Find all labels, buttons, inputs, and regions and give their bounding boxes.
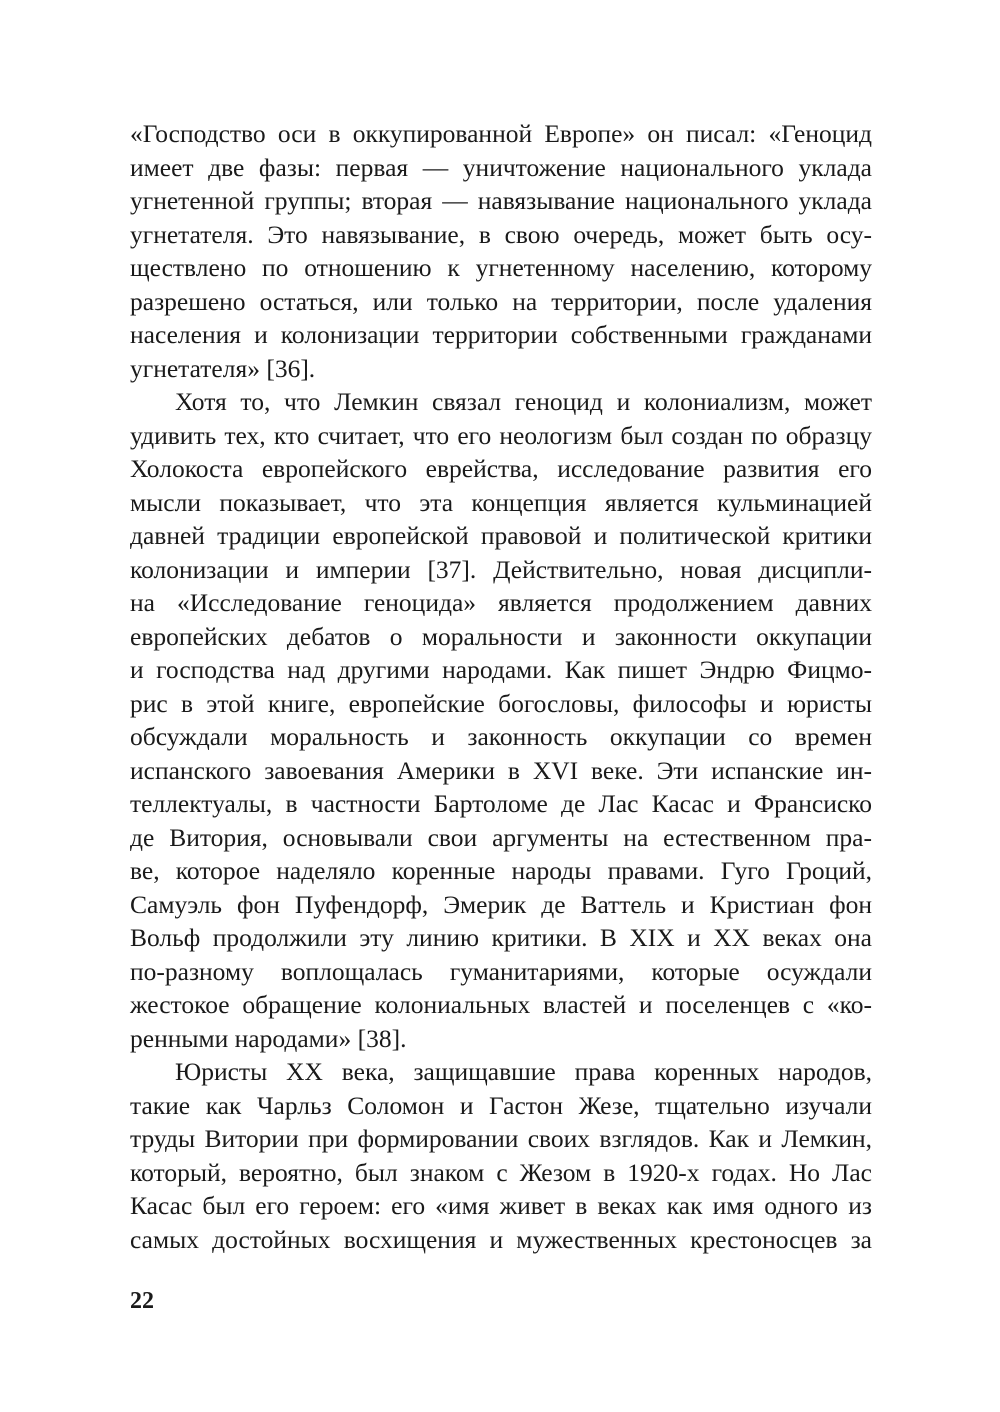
text-line: населения и колонизации территории собственными гражданами [130, 320, 872, 349]
text-line: Юристы XX века, защищавшие права коренных народов, [175, 1057, 872, 1086]
text-line: давней традиции европейской правовой и политической критики [130, 521, 872, 550]
text-line: удивить тех, кто считает, что его неологизм был создан по образцу [130, 420, 872, 450]
text-line: труды Витории при формировании своих взглядов. Как и Лемкин, [130, 1124, 872, 1153]
paragraph-1 [130, 117, 872, 385]
text-line: де Витория, основывали свои аргументы на естественном пра- [130, 822, 872, 852]
text-line: Вольф продолжили эту линию критики. В XIX и XX веках она [130, 923, 872, 952]
text-line: мысли показывает, что эта концепция является кульминацией [130, 487, 872, 517]
text-line: угнетателя. Это навязывание, в свою очередь, может быть осу- [130, 219, 872, 249]
text-line: рис в этой книге, европейские богословы, философы и юристы [130, 688, 872, 718]
text-line: теллектуалы, в частности Бартоломе де Лас Касас и Франсиско [130, 789, 872, 818]
text-line: разрешено остаться, или только на территории, после удаления [130, 286, 872, 316]
paragraph-2 [130, 385, 872, 1055]
text-line: ве, которое наделяло коренные народы правами. Гуго Гроций, [130, 856, 872, 885]
text-line: угнетателя» [36]. [130, 353, 316, 383]
text-line: и господства над другими народами. Как пишет Эндрю Фицмо- [130, 655, 872, 684]
text-line: ществлено по отношению к угнетенному населению, которому [130, 253, 872, 282]
text-line: Касас был его героем: его «имя живет в веках как имя одного из [130, 1191, 872, 1220]
body-text [130, 117, 872, 1256]
text-line: самых достойных восхищения и мужественных крестоносцев за [130, 1224, 872, 1254]
text-line: Хотя то, что Лемкин связал геноцид и колониализм, может [175, 387, 872, 416]
text-line: обсуждали моральность и законность оккупации со времен [130, 722, 872, 751]
text-line: колонизации и империи [37]. Действительно, новая дисципли- [130, 554, 872, 584]
text-line: угнетенной группы; вторая — навязывание национального уклада [130, 186, 872, 215]
text-line: европейских дебатов о моральности и законности оккупации [130, 621, 872, 651]
text-line: жестокое обращение колониальных властей и поселенцев с «ко- [130, 990, 872, 1019]
text-line: который, вероятно, был знаком с Жезом в 1920-х годах. Но Лас [130, 1157, 872, 1187]
page-number: 22 [130, 1288, 154, 1314]
text-line: на «Исследование геноцида» является продолжением давних [130, 588, 872, 617]
text-line: такие как Чарльз Соломон и Гастон Жезе, тщательно изучали [130, 1090, 872, 1120]
text-line: «Господство оси в оккупированной Европе» он писал: «Геноцид [130, 119, 872, 148]
text-line: Самуэль фон Пуфендорф, Эмерик де Ваттель и Кристиан фон [130, 889, 872, 919]
paragraph-3 [130, 1055, 872, 1256]
text-line: Холокоста европейского еврейства, исследование развития его [130, 454, 872, 483]
text-line: по-разному воплощалась гуманитариями, которые осуждали [130, 956, 872, 986]
text-line: имеет две фазы: первая — уничтожение национального уклада [130, 152, 872, 182]
text-line: испанского завоевания Америки в XVI веке. Эти испанские ин- [130, 755, 872, 785]
text-line: ренными народами» [38]. [130, 1023, 407, 1053]
